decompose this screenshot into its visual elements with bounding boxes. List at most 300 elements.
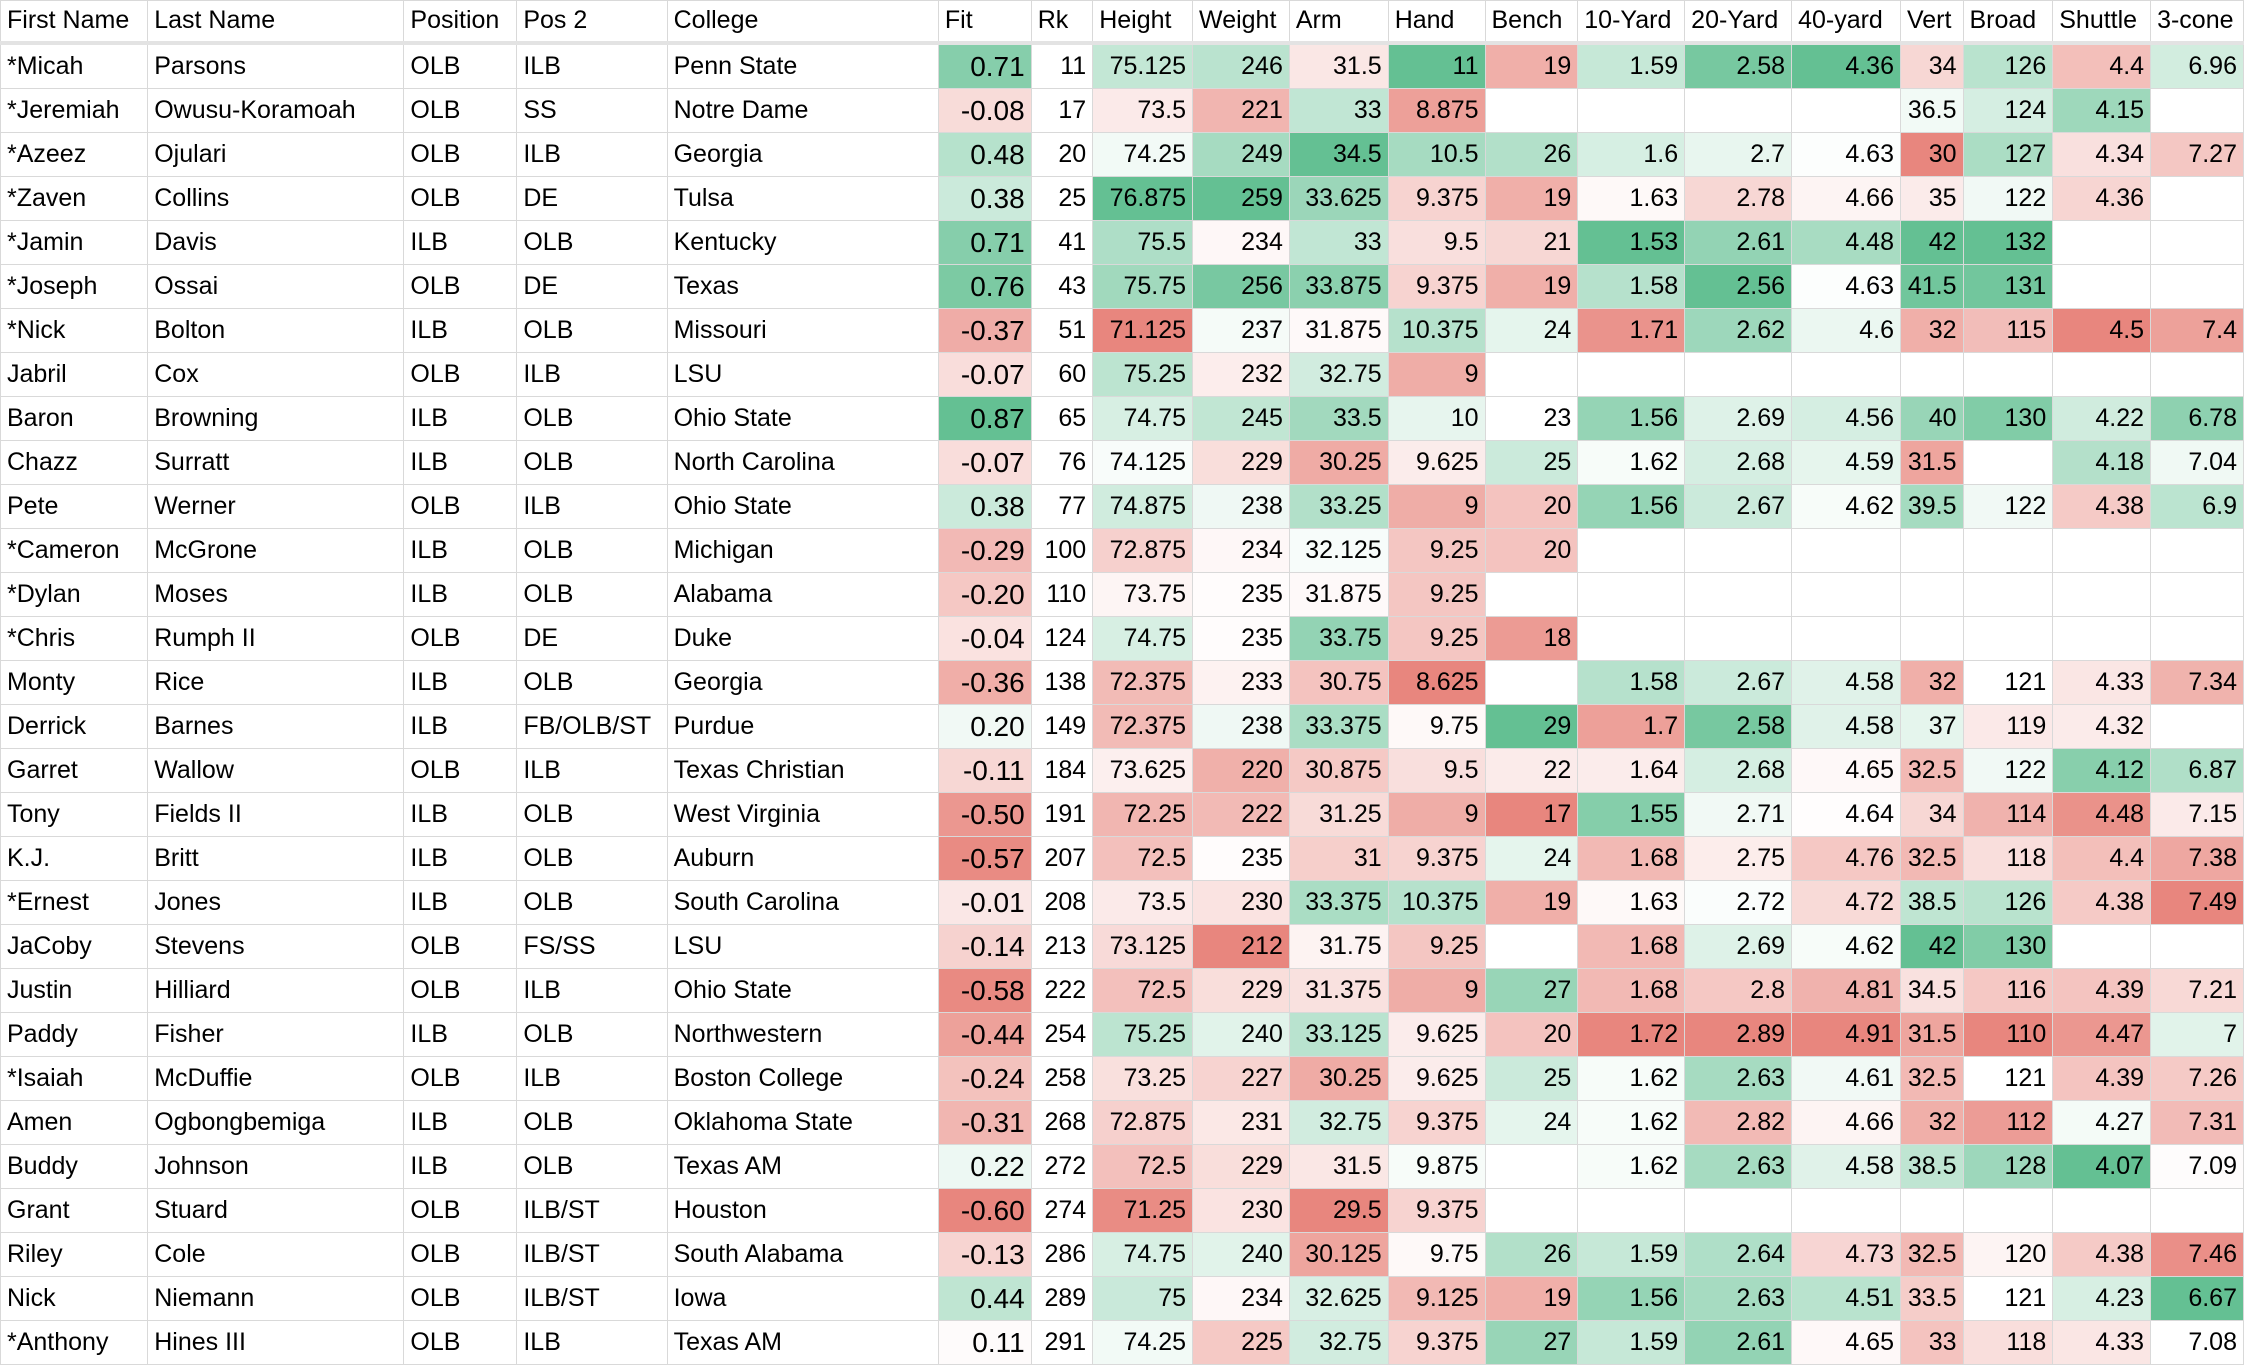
cell-first-name[interactable]: Tony [1, 793, 148, 837]
cell-arm[interactable]: 33.625 [1289, 177, 1388, 221]
cell-position[interactable]: OLB [404, 177, 517, 221]
cell-fit[interactable]: 0.71 [938, 221, 1031, 265]
cell-arm[interactable]: 33.5 [1289, 397, 1388, 441]
cell-position[interactable]: OLB [404, 353, 517, 397]
cell-position[interactable]: OLB [404, 749, 517, 793]
cell-10-yard[interactable]: 1.62 [1578, 1057, 1685, 1101]
cell-pos-2[interactable]: DE [517, 177, 667, 221]
cell-position[interactable]: OLB [404, 265, 517, 309]
cell-hand[interactable]: 9.5 [1388, 749, 1485, 793]
cell-shuttle[interactable]: 4.32 [2053, 705, 2151, 749]
cell-rk[interactable]: 208 [1031, 881, 1093, 925]
cell-hand[interactable]: 9.375 [1388, 1101, 1485, 1145]
cell-bench[interactable]: 26 [1485, 133, 1578, 177]
cell-hand[interactable]: 8.875 [1388, 89, 1485, 133]
cell-shuttle[interactable]: 4.23 [2053, 1277, 2151, 1321]
cell-shuttle[interactable]: 4.07 [2053, 1145, 2151, 1189]
cell-pos-2[interactable]: ILB [517, 1057, 667, 1101]
cell-10-yard[interactable]: 1.64 [1578, 749, 1685, 793]
cell-first-name[interactable]: Derrick [1, 705, 148, 749]
cell-10-yard[interactable]: 1.62 [1578, 1145, 1685, 1189]
cell-40-yard[interactable]: 4.63 [1792, 265, 1901, 309]
cell-first-name[interactable]: Buddy [1, 1145, 148, 1189]
column-header-vert[interactable]: Vert [1900, 1, 1963, 44]
cell-college[interactable]: Boston College [667, 1057, 938, 1101]
cell-rk[interactable]: 258 [1031, 1057, 1093, 1101]
cell-first-name[interactable]: Paddy [1, 1013, 148, 1057]
cell-rk[interactable]: 76 [1031, 441, 1093, 485]
cell-weight[interactable]: 234 [1193, 221, 1290, 265]
cell-fit[interactable]: -0.08 [938, 89, 1031, 133]
cell-college[interactable]: Texas Christian [667, 749, 938, 793]
cell-vert[interactable]: 37 [1900, 705, 1963, 749]
cell-shuttle[interactable]: 4.4 [2053, 837, 2151, 881]
cell-college[interactable]: Purdue [667, 705, 938, 749]
cell-40-yard[interactable]: 4.62 [1792, 485, 1901, 529]
cell-arm[interactable]: 29.5 [1289, 1189, 1388, 1233]
cell-arm[interactable]: 31.25 [1289, 793, 1388, 837]
cell-height[interactable]: 73.5 [1093, 89, 1193, 133]
cell-20-yard[interactable]: 2.71 [1685, 793, 1792, 837]
cell-broad[interactable]: 130 [1963, 397, 2053, 441]
cell-20-yard[interactable]: 2.58 [1685, 705, 1792, 749]
cell-last-name[interactable]: Werner [148, 485, 404, 529]
cell-weight[interactable]: 238 [1193, 705, 1290, 749]
cell-3-cone[interactable] [2151, 221, 2244, 265]
cell-college[interactable]: Alabama [667, 573, 938, 617]
cell-broad[interactable]: 132 [1963, 221, 2053, 265]
cell-bench[interactable]: 25 [1485, 441, 1578, 485]
cell-20-yard[interactable]: 2.58 [1685, 43, 1792, 89]
cell-position[interactable]: OLB [404, 1189, 517, 1233]
cell-20-yard[interactable]: 2.69 [1685, 397, 1792, 441]
cell-fit[interactable]: -0.11 [938, 749, 1031, 793]
cell-20-yard[interactable]: 2.63 [1685, 1145, 1792, 1189]
cell-arm[interactable]: 31.875 [1289, 573, 1388, 617]
cell-pos-2[interactable]: ILB [517, 485, 667, 529]
cell-shuttle[interactable] [2053, 265, 2151, 309]
cell-college[interactable]: Missouri [667, 309, 938, 353]
cell-3-cone[interactable] [2151, 573, 2244, 617]
cell-40-yard[interactable] [1792, 529, 1901, 573]
cell-vert[interactable]: 39.5 [1900, 485, 1963, 529]
cell-height[interactable]: 75 [1093, 1277, 1193, 1321]
cell-10-yard[interactable]: 1.68 [1578, 837, 1685, 881]
cell-height[interactable]: 73.625 [1093, 749, 1193, 793]
column-header-20-yard[interactable]: 20-Yard [1685, 1, 1792, 44]
cell-20-yard[interactable]: 2.68 [1685, 441, 1792, 485]
cell-3-cone[interactable]: 7.15 [2151, 793, 2244, 837]
cell-height[interactable]: 71.125 [1093, 309, 1193, 353]
cell-last-name[interactable]: Wallow [148, 749, 404, 793]
cell-fit[interactable]: -0.20 [938, 573, 1031, 617]
cell-40-yard[interactable]: 4.51 [1792, 1277, 1901, 1321]
cell-20-yard[interactable]: 2.67 [1685, 485, 1792, 529]
cell-weight[interactable]: 256 [1193, 265, 1290, 309]
cell-last-name[interactable]: Stuard [148, 1189, 404, 1233]
cell-40-yard[interactable]: 4.61 [1792, 1057, 1901, 1101]
cell-last-name[interactable]: Moses [148, 573, 404, 617]
cell-college[interactable]: Georgia [667, 661, 938, 705]
cell-40-yard[interactable]: 4.64 [1792, 793, 1901, 837]
cell-position[interactable]: ILB [404, 573, 517, 617]
cell-bench[interactable]: 22 [1485, 749, 1578, 793]
cell-first-name[interactable]: *Joseph [1, 265, 148, 309]
cell-rk[interactable]: 11 [1031, 43, 1093, 89]
cell-position[interactable]: ILB [404, 837, 517, 881]
cell-college[interactable]: Michigan [667, 529, 938, 573]
cell-position[interactable]: OLB [404, 485, 517, 529]
cell-20-yard[interactable]: 2.68 [1685, 749, 1792, 793]
cell-vert[interactable] [1900, 1189, 1963, 1233]
cell-40-yard[interactable]: 4.58 [1792, 705, 1901, 749]
cell-pos-2[interactable]: OLB [517, 573, 667, 617]
cell-40-yard[interactable]: 4.56 [1792, 397, 1901, 441]
cell-20-yard[interactable]: 2.7 [1685, 133, 1792, 177]
cell-last-name[interactable]: Hilliard [148, 969, 404, 1013]
cell-position[interactable]: ILB [404, 881, 517, 925]
column-header-bench[interactable]: Bench [1485, 1, 1578, 44]
cell-10-yard[interactable]: 1.58 [1578, 661, 1685, 705]
cell-arm[interactable]: 31.75 [1289, 925, 1388, 969]
cell-hand[interactable]: 9 [1388, 969, 1485, 1013]
cell-hand[interactable]: 9.5 [1388, 221, 1485, 265]
cell-40-yard[interactable]: 4.58 [1792, 661, 1901, 705]
cell-broad[interactable] [1963, 1189, 2053, 1233]
column-header-position[interactable]: Position [404, 1, 517, 44]
cell-broad[interactable]: 127 [1963, 133, 2053, 177]
cell-shuttle[interactable]: 4.15 [2053, 89, 2151, 133]
cell-pos-2[interactable]: OLB [517, 309, 667, 353]
cell-hand[interactable]: 9.375 [1388, 837, 1485, 881]
cell-position[interactable]: ILB [404, 529, 517, 573]
cell-last-name[interactable]: Surratt [148, 441, 404, 485]
cell-arm[interactable]: 31 [1289, 837, 1388, 881]
cell-college[interactable]: North Carolina [667, 441, 938, 485]
cell-40-yard[interactable]: 4.36 [1792, 43, 1901, 89]
cell-10-yard[interactable]: 1.72 [1578, 1013, 1685, 1057]
cell-fit[interactable]: 0.38 [938, 485, 1031, 529]
cell-40-yard[interactable] [1792, 1189, 1901, 1233]
cell-hand[interactable]: 10 [1388, 397, 1485, 441]
cell-height[interactable]: 72.25 [1093, 793, 1193, 837]
cell-3-cone[interactable]: 7.31 [2151, 1101, 2244, 1145]
cell-first-name[interactable]: JaCoby [1, 925, 148, 969]
cell-shuttle[interactable]: 4.4 [2053, 43, 2151, 89]
cell-rk[interactable]: 110 [1031, 573, 1093, 617]
cell-vert[interactable]: 32.5 [1900, 749, 1963, 793]
cell-first-name[interactable]: *Nick [1, 309, 148, 353]
cell-college[interactable]: Notre Dame [667, 89, 938, 133]
cell-bench[interactable]: 19 [1485, 1277, 1578, 1321]
cell-vert[interactable]: 32 [1900, 1101, 1963, 1145]
cell-rk[interactable]: 60 [1031, 353, 1093, 397]
cell-rk[interactable]: 289 [1031, 1277, 1093, 1321]
cell-vert[interactable]: 40 [1900, 397, 1963, 441]
cell-40-yard[interactable]: 4.91 [1792, 1013, 1901, 1057]
column-header-pos-2[interactable]: Pos 2 [517, 1, 667, 44]
cell-vert[interactable]: 32 [1900, 309, 1963, 353]
cell-40-yard[interactable]: 4.73 [1792, 1233, 1901, 1277]
cell-10-yard[interactable]: 1.55 [1578, 793, 1685, 837]
cell-3-cone[interactable]: 7.38 [2151, 837, 2244, 881]
cell-fit[interactable]: 0.76 [938, 265, 1031, 309]
cell-rk[interactable]: 17 [1031, 89, 1093, 133]
cell-10-yard[interactable]: 1.53 [1578, 221, 1685, 265]
cell-broad[interactable] [1963, 617, 2053, 661]
cell-last-name[interactable]: Barnes [148, 705, 404, 749]
cell-college[interactable]: South Carolina [667, 881, 938, 925]
cell-last-name[interactable]: Rumph II [148, 617, 404, 661]
cell-10-yard[interactable]: 1.63 [1578, 881, 1685, 925]
cell-broad[interactable]: 130 [1963, 925, 2053, 969]
cell-weight[interactable]: 222 [1193, 793, 1290, 837]
cell-10-yard[interactable] [1578, 529, 1685, 573]
cell-3-cone[interactable]: 6.87 [2151, 749, 2244, 793]
cell-pos-2[interactable]: ILB [517, 1321, 667, 1365]
cell-20-yard[interactable]: 2.78 [1685, 177, 1792, 221]
cell-rk[interactable]: 138 [1031, 661, 1093, 705]
cell-hand[interactable]: 9 [1388, 353, 1485, 397]
cell-position[interactable]: ILB [404, 309, 517, 353]
cell-pos-2[interactable]: OLB [517, 837, 667, 881]
cell-position[interactable]: OLB [404, 925, 517, 969]
cell-vert[interactable]: 42 [1900, 221, 1963, 265]
cell-broad[interactable]: 120 [1963, 1233, 2053, 1277]
cell-10-yard[interactable] [1578, 89, 1685, 133]
cell-hand[interactable]: 9.125 [1388, 1277, 1485, 1321]
cell-pos-2[interactable]: OLB [517, 441, 667, 485]
cell-broad[interactable]: 118 [1963, 837, 2053, 881]
cell-vert[interactable]: 41.5 [1900, 265, 1963, 309]
cell-10-yard[interactable]: 1.63 [1578, 177, 1685, 221]
cell-weight[interactable]: 233 [1193, 661, 1290, 705]
cell-10-yard[interactable]: 1.59 [1578, 1321, 1685, 1365]
cell-40-yard[interactable]: 4.59 [1792, 441, 1901, 485]
column-header-3-cone[interactable]: 3-cone [2151, 1, 2244, 44]
cell-shuttle[interactable]: 4.47 [2053, 1013, 2151, 1057]
column-header-weight[interactable]: Weight [1193, 1, 1290, 44]
cell-3-cone[interactable]: 7.04 [2151, 441, 2244, 485]
cell-first-name[interactable]: *Anthony [1, 1321, 148, 1365]
cell-fit[interactable]: 0.11 [938, 1321, 1031, 1365]
cell-arm[interactable]: 30.75 [1289, 661, 1388, 705]
cell-position[interactable]: OLB [404, 1057, 517, 1101]
cell-pos-2[interactable]: OLB [517, 221, 667, 265]
cell-height[interactable]: 72.5 [1093, 969, 1193, 1013]
cell-weight[interactable]: 245 [1193, 397, 1290, 441]
cell-3-cone[interactable]: 6.9 [2151, 485, 2244, 529]
cell-height[interactable]: 75.25 [1093, 1013, 1193, 1057]
cell-bench[interactable]: 19 [1485, 265, 1578, 309]
cell-weight[interactable]: 238 [1193, 485, 1290, 529]
cell-40-yard[interactable]: 4.81 [1792, 969, 1901, 1013]
cell-bench[interactable] [1485, 353, 1578, 397]
cell-rk[interactable]: 286 [1031, 1233, 1093, 1277]
cell-3-cone[interactable] [2151, 705, 2244, 749]
cell-40-yard[interactable]: 4.48 [1792, 221, 1901, 265]
cell-bench[interactable]: 29 [1485, 705, 1578, 749]
cell-40-yard[interactable] [1792, 89, 1901, 133]
cell-shuttle[interactable] [2053, 221, 2151, 265]
cell-arm[interactable]: 33.875 [1289, 265, 1388, 309]
cell-vert[interactable] [1900, 353, 1963, 397]
cell-bench[interactable]: 20 [1485, 485, 1578, 529]
cell-broad[interactable]: 126 [1963, 43, 2053, 89]
cell-20-yard[interactable] [1685, 1189, 1792, 1233]
cell-3-cone[interactable]: 6.78 [2151, 397, 2244, 441]
cell-fit[interactable]: 0.48 [938, 133, 1031, 177]
cell-shuttle[interactable]: 4.36 [2053, 177, 2151, 221]
cell-hand[interactable]: 9.375 [1388, 1189, 1485, 1233]
cell-vert[interactable] [1900, 529, 1963, 573]
cell-college[interactable]: Auburn [667, 837, 938, 881]
cell-rk[interactable]: 100 [1031, 529, 1093, 573]
cell-first-name[interactable]: Grant [1, 1189, 148, 1233]
cell-fit[interactable]: -0.36 [938, 661, 1031, 705]
cell-broad[interactable]: 126 [1963, 881, 2053, 925]
cell-first-name[interactable]: *Zaven [1, 177, 148, 221]
cell-40-yard[interactable] [1792, 617, 1901, 661]
cell-fit[interactable]: 0.38 [938, 177, 1031, 221]
cell-vert[interactable] [1900, 573, 1963, 617]
cell-first-name[interactable]: Chazz [1, 441, 148, 485]
cell-weight[interactable]: 229 [1193, 441, 1290, 485]
cell-first-name[interactable]: *Jeremiah [1, 89, 148, 133]
cell-vert[interactable]: 32.5 [1900, 1233, 1963, 1277]
cell-40-yard[interactable]: 4.66 [1792, 1101, 1901, 1145]
column-header-college[interactable]: College [667, 1, 938, 44]
cell-hand[interactable]: 9.25 [1388, 617, 1485, 661]
cell-3-cone[interactable] [2151, 177, 2244, 221]
cell-position[interactable]: ILB [404, 1101, 517, 1145]
cell-arm[interactable]: 31.375 [1289, 969, 1388, 1013]
cell-college[interactable]: Texas AM [667, 1321, 938, 1365]
cell-rk[interactable]: 51 [1031, 309, 1093, 353]
cell-pos-2[interactable]: DE [517, 265, 667, 309]
cell-college[interactable]: Ohio State [667, 397, 938, 441]
cell-arm[interactable]: 32.75 [1289, 353, 1388, 397]
cell-arm[interactable]: 33 [1289, 89, 1388, 133]
cell-hand[interactable]: 9.375 [1388, 177, 1485, 221]
cell-rk[interactable]: 213 [1031, 925, 1093, 969]
column-header-10-yard[interactable]: 10-Yard [1578, 1, 1685, 44]
cell-10-yard[interactable] [1578, 617, 1685, 661]
cell-position[interactable]: ILB [404, 661, 517, 705]
cell-first-name[interactable]: Amen [1, 1101, 148, 1145]
cell-last-name[interactable]: Hines III [148, 1321, 404, 1365]
cell-bench[interactable] [1485, 1145, 1578, 1189]
cell-college[interactable]: Oklahoma State [667, 1101, 938, 1145]
cell-vert[interactable]: 38.5 [1900, 1145, 1963, 1189]
cell-fit[interactable]: 0.20 [938, 705, 1031, 749]
cell-arm[interactable]: 33.75 [1289, 617, 1388, 661]
cell-height[interactable]: 73.125 [1093, 925, 1193, 969]
cell-rk[interactable]: 65 [1031, 397, 1093, 441]
cell-weight[interactable]: 227 [1193, 1057, 1290, 1101]
cell-10-yard[interactable]: 1.71 [1578, 309, 1685, 353]
cell-last-name[interactable]: Fisher [148, 1013, 404, 1057]
cell-rk[interactable]: 25 [1031, 177, 1093, 221]
cell-arm[interactable]: 32.125 [1289, 529, 1388, 573]
cell-college[interactable]: LSU [667, 353, 938, 397]
cell-fit[interactable]: -0.37 [938, 309, 1031, 353]
cell-last-name[interactable]: Browning [148, 397, 404, 441]
cell-last-name[interactable]: Johnson [148, 1145, 404, 1189]
cell-10-yard[interactable] [1578, 573, 1685, 617]
cell-rk[interactable]: 184 [1031, 749, 1093, 793]
cell-shuttle[interactable] [2053, 353, 2151, 397]
cell-3-cone[interactable] [2151, 617, 2244, 661]
cell-40-yard[interactable]: 4.76 [1792, 837, 1901, 881]
cell-broad[interactable]: 122 [1963, 177, 2053, 221]
cell-last-name[interactable]: Stevens [148, 925, 404, 969]
cell-rk[interactable]: 268 [1031, 1101, 1093, 1145]
cell-shuttle[interactable]: 4.5 [2053, 309, 2151, 353]
cell-10-yard[interactable]: 1.68 [1578, 969, 1685, 1013]
cell-3-cone[interactable]: 7.4 [2151, 309, 2244, 353]
cell-height[interactable]: 74.75 [1093, 1233, 1193, 1277]
cell-40-yard[interactable]: 4.6 [1792, 309, 1901, 353]
cell-hand[interactable]: 9.625 [1388, 1013, 1485, 1057]
cell-college[interactable]: Duke [667, 617, 938, 661]
cell-10-yard[interactable]: 1.59 [1578, 43, 1685, 89]
cell-vert[interactable]: 34 [1900, 793, 1963, 837]
cell-pos-2[interactable]: ILB [517, 353, 667, 397]
cell-broad[interactable]: 116 [1963, 969, 2053, 1013]
cell-broad[interactable]: 128 [1963, 1145, 2053, 1189]
cell-10-yard[interactable] [1578, 1189, 1685, 1233]
cell-college[interactable]: South Alabama [667, 1233, 938, 1277]
cell-fit[interactable]: -0.04 [938, 617, 1031, 661]
cell-arm[interactable]: 30.875 [1289, 749, 1388, 793]
cell-bench[interactable]: 26 [1485, 1233, 1578, 1277]
cell-broad[interactable]: 131 [1963, 265, 2053, 309]
cell-vert[interactable] [1900, 617, 1963, 661]
cell-hand[interactable]: 9.375 [1388, 1321, 1485, 1365]
cell-40-yard[interactable]: 4.62 [1792, 925, 1901, 969]
cell-rk[interactable]: 274 [1031, 1189, 1093, 1233]
cell-position[interactable]: OLB [404, 969, 517, 1013]
cell-bench[interactable] [1485, 89, 1578, 133]
cell-arm[interactable]: 31.875 [1289, 309, 1388, 353]
cell-height[interactable]: 73.5 [1093, 881, 1193, 925]
cell-hand[interactable]: 9.25 [1388, 925, 1485, 969]
cell-pos-2[interactable]: ILB [517, 43, 667, 89]
cell-vert[interactable]: 32.5 [1900, 837, 1963, 881]
cell-hand[interactable]: 9.625 [1388, 1057, 1485, 1101]
cell-vert[interactable]: 31.5 [1900, 1013, 1963, 1057]
cell-bench[interactable] [1485, 1189, 1578, 1233]
cell-shuttle[interactable]: 4.33 [2053, 1321, 2151, 1365]
cell-20-yard[interactable]: 2.72 [1685, 881, 1792, 925]
cell-hand[interactable]: 9.875 [1388, 1145, 1485, 1189]
cell-last-name[interactable]: Ossai [148, 265, 404, 309]
cell-pos-2[interactable]: ILB [517, 969, 667, 1013]
cell-40-yard[interactable]: 4.66 [1792, 177, 1901, 221]
cell-10-yard[interactable]: 1.7 [1578, 705, 1685, 749]
cell-hand[interactable]: 9.75 [1388, 1233, 1485, 1277]
cell-last-name[interactable]: Ojulari [148, 133, 404, 177]
column-header-arm[interactable]: Arm [1289, 1, 1388, 44]
cell-weight[interactable]: 220 [1193, 749, 1290, 793]
cell-height[interactable]: 72.375 [1093, 705, 1193, 749]
cell-shuttle[interactable]: 4.22 [2053, 397, 2151, 441]
cell-weight[interactable]: 221 [1193, 89, 1290, 133]
cell-vert[interactable]: 38.5 [1900, 881, 1963, 925]
cell-pos-2[interactable]: OLB [517, 529, 667, 573]
cell-college[interactable]: Houston [667, 1189, 938, 1233]
